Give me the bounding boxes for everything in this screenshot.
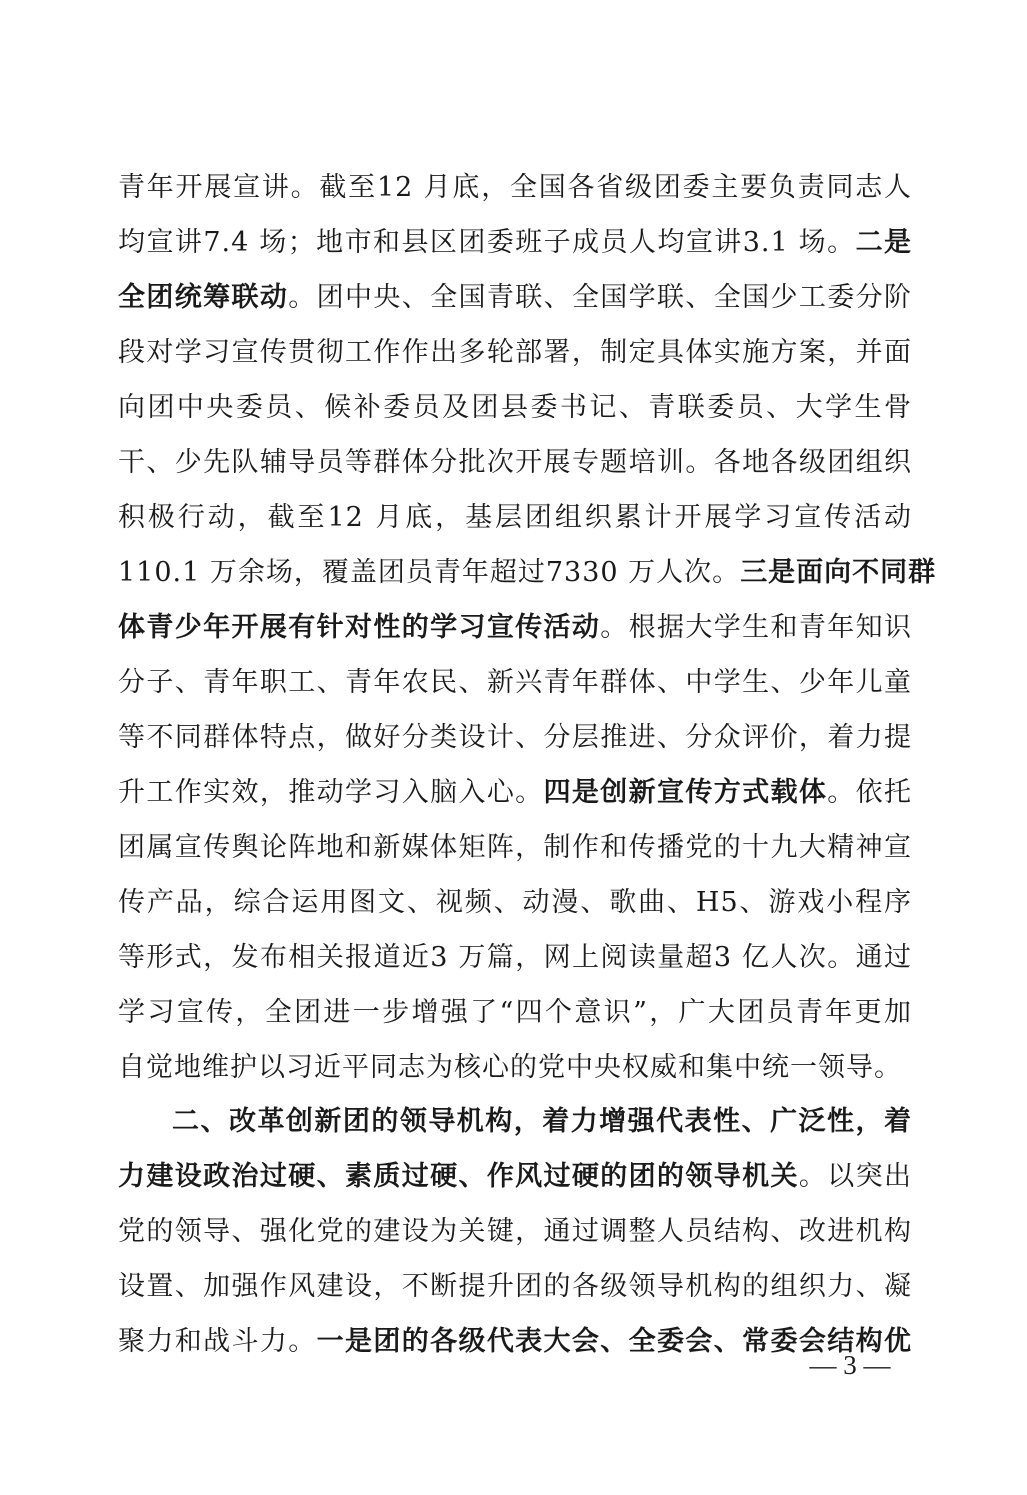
text-line bbox=[118, 388, 912, 428]
text-segment: 设置、加强作风建设，不断提升团的各级领导机构的组织力、凝 bbox=[118, 1271, 912, 1302]
text-segment: 等不同群体特点，做好分类设计、分层推进、分众评价，着力提 bbox=[118, 722, 912, 753]
text-line bbox=[118, 608, 912, 648]
text-segment: 团属宣传舆论阵地和新媒体矩阵，制作和传播党的十九大精神宣 bbox=[118, 832, 912, 863]
bold-text-segment: 一是团的各级代表大会、全委会、常委会结构优 bbox=[316, 1326, 913, 1357]
text-line bbox=[118, 168, 912, 208]
text-segment: 向团中央委员、候补委员及团县委书记、青联委员、大学生骨 bbox=[118, 392, 912, 423]
bold-text-segment: 二、改革创新团的领导机构，着力增强代表性、广泛性，着 bbox=[172, 1106, 912, 1137]
text-line bbox=[118, 718, 912, 758]
bold-text-segment: 全团统筹联动 bbox=[118, 282, 289, 313]
text-segment: 干、少先队辅导员等群体分批次开展专题培训。各地各级团组织 bbox=[118, 447, 912, 478]
text-segment: 党的领导、强化党的建设为关键，通过调整人员结构、改进机构 bbox=[118, 1216, 912, 1247]
text-line bbox=[118, 993, 912, 1033]
text-line bbox=[118, 498, 912, 538]
bold-text-segment: 二是 bbox=[855, 227, 913, 258]
bold-text-segment: 四是创新宣传方式载体 bbox=[543, 777, 828, 808]
text-segment: 110.1 万余场，覆盖团员青年超过7330 万人次。 bbox=[118, 557, 741, 588]
text-line bbox=[118, 553, 937, 593]
text-segment: 聚力和战斗力。 bbox=[118, 1326, 317, 1357]
text-line bbox=[118, 828, 912, 868]
text-segment: 等形式，发布相关报道近3 万篇，网上阅读量超3 亿人次。通过 bbox=[118, 942, 912, 973]
text-segment: 自觉地维护以习近平同志为核心的党中央权威和集中统一领导。 bbox=[118, 1052, 902, 1083]
text-segment: 分子、青年职工、青年农民、新兴青年群体、中学生、少年儿童 bbox=[118, 667, 912, 698]
text-segment: 。根据大学生和青年知识 bbox=[600, 612, 913, 643]
text-segment: 。依托 bbox=[827, 777, 913, 808]
text-line bbox=[118, 1048, 912, 1088]
text-segment: 青年开展宣讲。截至12 月底，全国各省级团委主要负责同志人 bbox=[118, 172, 912, 203]
text-line bbox=[118, 1267, 912, 1307]
text-line bbox=[118, 223, 912, 263]
text-line bbox=[118, 883, 912, 923]
text-segment: 。团中央、全国青联、全国学联、全国少工委分阶 bbox=[288, 282, 913, 313]
text-line bbox=[118, 1212, 912, 1252]
text-line bbox=[118, 443, 912, 483]
text-segment: 升工作实效，推动学习入脑入心。 bbox=[118, 777, 544, 808]
text-line bbox=[118, 773, 912, 813]
text-segment: 。以突出 bbox=[798, 1161, 913, 1192]
bold-text-segment: 体青少年开展有针对性的学习宣传活动 bbox=[118, 612, 601, 643]
text-segment: 段对学习宣传贯彻工作作出多轮部署，制定具体实施方案，并面 bbox=[118, 337, 912, 368]
text-line bbox=[118, 1157, 912, 1197]
text-segment: 学习宣传，全团进一步增强了“四个意识”，广大团员青年更加 bbox=[118, 997, 912, 1028]
page-number: — 3 — bbox=[809, 1350, 891, 1380]
text-line bbox=[118, 278, 912, 318]
text-line bbox=[118, 333, 912, 373]
text-line bbox=[172, 1102, 912, 1142]
bold-text-segment: 三是面向不同群 bbox=[740, 557, 937, 588]
bold-text-segment: 力建设政治过硬、素质过硬、作风过硬的团的领导机关 bbox=[118, 1161, 799, 1192]
text-line bbox=[118, 663, 912, 703]
text-segment: 均宣讲7.4 场；地市和县区团委班子成员人均宣讲3.1 场。 bbox=[118, 227, 856, 258]
text-segment: 积极行动，截至12 月底，基层团组织累计开展学习宣传活动 bbox=[118, 502, 912, 533]
text-segment: 传产品，综合运用图文、视频、动漫、歌曲、H5、游戏小程序 bbox=[118, 887, 912, 918]
text-line bbox=[118, 938, 912, 978]
